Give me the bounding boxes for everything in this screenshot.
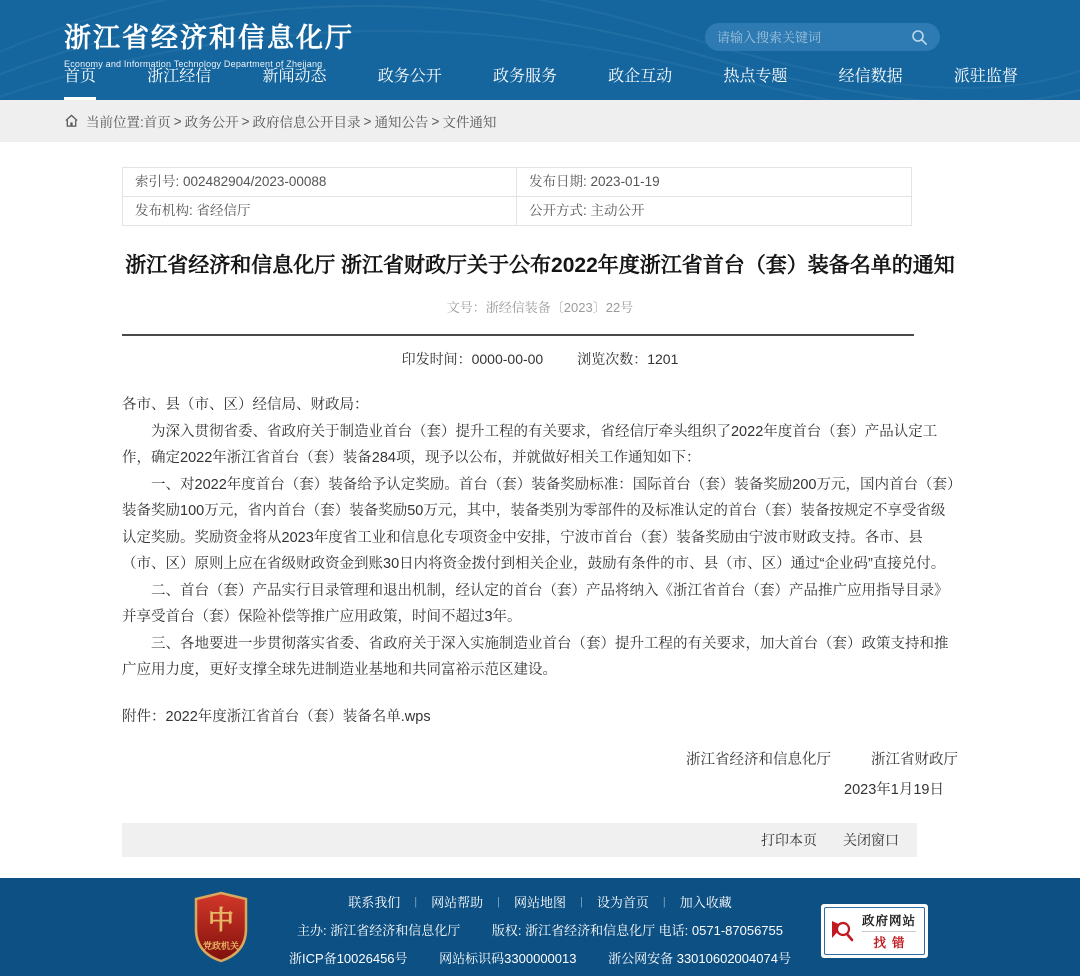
signature-org-1: 浙江省经济和信息化厅 xyxy=(686,751,831,768)
nav-item-hot-topics[interactable] xyxy=(723,63,787,100)
site-footer xyxy=(0,878,1080,976)
footer-separator: | xyxy=(662,895,666,908)
nav-item-gov-services[interactable] xyxy=(493,63,557,100)
nav-label: 浙江经信 xyxy=(147,68,212,85)
footer-icp: 浙ICP备10026456号 xyxy=(289,951,408,966)
search-box[interactable] xyxy=(705,23,940,51)
footer-link-contact[interactable]: 联系我们 xyxy=(348,895,401,910)
nav-item-dispatched-supervision[interactable] xyxy=(954,63,1018,100)
search-input[interactable] xyxy=(717,30,911,45)
breadcrumb-separator: > xyxy=(173,113,182,129)
search-button[interactable] xyxy=(911,29,928,46)
nav-item-jingxin-data[interactable] xyxy=(839,63,903,100)
footer-police-record: 浙公网安备 33010602004074号 xyxy=(608,951,791,966)
signature-orgs xyxy=(122,748,958,769)
attachment-label: 附件： xyxy=(122,708,166,725)
document-title: 浙江省经济和信息化厅 浙江省财政厅关于公布2022年度浙江省首台（套）装备名单的通知 xyxy=(125,254,955,277)
attachment-row xyxy=(122,705,958,726)
breadcrumb-item-info-directory[interactable]: 政府信息公开目录 xyxy=(252,115,361,130)
nav-label: 新闻动态 xyxy=(262,68,327,85)
footer-copyright: 版权: 浙江省经济和信息化厅 电话: 0571-87056755 xyxy=(491,923,783,938)
footer-host: 主办: 浙江省经济和信息化厅 xyxy=(296,923,461,938)
search-icon xyxy=(911,29,928,46)
breadcrumb xyxy=(0,100,1080,142)
document-meta-table xyxy=(122,167,912,226)
footer-site-code: 网站标识码3300000013 xyxy=(439,951,577,966)
meta-value: 002482904/2023-00088 xyxy=(183,174,327,189)
document-body xyxy=(122,392,958,684)
footer-link-sitemap[interactable]: 网站地图 xyxy=(513,895,566,910)
meta-index-number xyxy=(123,168,517,197)
breadcrumb-separator: > xyxy=(363,113,372,129)
error-report-text xyxy=(862,911,916,951)
print-time-value: 0000-00-00 xyxy=(471,351,544,367)
breadcrumb-item-file-notice[interactable]: 文件通知 xyxy=(442,115,497,130)
breadcrumb-item-home[interactable]: 首页 xyxy=(143,115,171,130)
nav-item-gov-enterprise[interactable] xyxy=(608,63,672,100)
breadcrumb-item-notices[interactable]: 通知公告 xyxy=(374,115,429,130)
paragraph: 二、首台（套）产品实行目录管理和退出机制，经认定的首台（套）产品将纳入《浙江省首台（套）产品推广应用指导目录》并享受首台（套）保险补偿等推广应用政策，时间不超过3年。 xyxy=(122,582,949,625)
paragraph: 为深入贯彻省委、省政府关于制造业首台（套）提升工程的有关要求，省经信厅牵头组织了2022年度首台（套）产品认定工作，确定2022年浙江省首台（套）装备284项，现予以公布，并就做好相关工作通知如下： xyxy=(122,423,938,466)
site-title: 浙江省经济和信息化厅 xyxy=(64,23,354,53)
footer-link-add-favorite[interactable]: 加入收藏 xyxy=(679,895,732,910)
site-subtitle-en: Economy and Information Technology Department of Zhejiang xyxy=(64,59,323,69)
breadcrumb-separator: > xyxy=(241,113,250,129)
meta-value: 主动公开 xyxy=(590,203,645,218)
print-views-row xyxy=(122,349,958,369)
nav-label: 政务服务 xyxy=(492,68,557,85)
nav-item-news[interactable] xyxy=(262,63,326,100)
print-time-label: 印发时间： xyxy=(401,351,472,367)
print-page-button[interactable]: 打印本页 xyxy=(761,831,817,848)
meta-label: 发布机构: xyxy=(135,203,193,218)
nav-label: 经信数据 xyxy=(838,68,903,85)
views-value: 1201 xyxy=(647,351,679,367)
close-window-button[interactable]: 关闭窗口 xyxy=(843,831,899,848)
signature-org-2: 浙江省财政厅 xyxy=(871,751,958,768)
footer-link-help[interactable]: 网站帮助 xyxy=(431,895,484,910)
footer-separator: | xyxy=(497,895,500,908)
signature-date: 2023年1月19日 xyxy=(844,781,944,798)
document-number: 文号：浙经信装备〔2023〕22号 xyxy=(446,300,634,315)
nav-item-zhejiang-jingxin[interactable] xyxy=(147,63,211,100)
nav-label: 首页 xyxy=(64,68,97,85)
meta-value: 2023-01-19 xyxy=(590,174,660,189)
site-logo[interactable] xyxy=(64,16,354,69)
meta-open-method xyxy=(517,197,911,225)
breadcrumb-prefix: 当前位置: xyxy=(86,115,144,130)
main-nav xyxy=(64,63,1018,100)
nav-label: 政企互动 xyxy=(608,68,673,85)
gov-site-error-report-inner xyxy=(824,907,925,955)
meta-label: 发布日期: xyxy=(529,174,587,189)
footer-link-set-homepage[interactable]: 设为首页 xyxy=(596,895,649,910)
salutation: 各市、县（市、区）经信局、财政局： xyxy=(122,397,369,413)
badge-find-error-label: 找错 xyxy=(862,931,916,951)
paragraph: 三、各地要进一步贯彻落实省委、省政府关于深入实施制造业首台（套）提升工程的有关要求，加大首台（套）政策支持和推广应用力度，更好支撑全球先进制造业基地和共同富裕示范区建设。 xyxy=(122,635,949,678)
nav-item-home[interactable] xyxy=(64,63,96,100)
error-report-magnifier-icon xyxy=(830,918,856,944)
nav-label: 热点专题 xyxy=(723,68,788,85)
document-main xyxy=(122,167,958,857)
attachment-link[interactable]: 2022年度浙江省首台（套）装备名单.wps xyxy=(165,708,431,725)
footer-separator: | xyxy=(580,895,583,908)
nav-label: 派驻监督 xyxy=(953,68,1018,85)
badge-gov-site-label: 政府网站 xyxy=(861,914,916,928)
svg-text:党政机关: 党政机关 xyxy=(202,942,240,952)
paragraph: 一、对2022年度首台（套）装备给予认定奖励。首台（套）装备奖励标准：国际首台（套）装备奖励200万元，国内首台（套）装备奖励100万元，省内首台（套）装备奖励50万元，其中，装备类别为零部件的及标准认定的首台（套）装备按规定不享受省级认定奖励。奖励资金将从2023年度省工业和信息化专项资金中安排，宁波市首台（套）装备奖励由宁波市财政支持。各市、县（市、区）原则上应在省级财政资金到账30日内将资金拨付到相关企业，鼓励有条件的市、县（市、区）通过“企业码”直接兑付。 xyxy=(122,476,955,572)
gov-site-error-report-badge[interactable] xyxy=(821,904,928,958)
nav-item-gov-disclosure[interactable] xyxy=(378,63,442,100)
breadcrumb-separator: > xyxy=(431,113,440,129)
title-divider xyxy=(122,334,914,336)
home-icon xyxy=(64,114,79,128)
document-action-bar xyxy=(122,823,917,857)
site-header xyxy=(0,0,1080,100)
nav-label: 政务公开 xyxy=(377,68,442,85)
meta-label: 索引号: xyxy=(135,174,180,189)
meta-label: 公开方式: xyxy=(529,203,587,218)
meta-publisher xyxy=(123,197,517,225)
meta-value: 省经信厅 xyxy=(196,203,251,218)
footer-separator: | xyxy=(414,895,418,908)
meta-publish-date xyxy=(517,168,911,197)
views-label: 浏览次数： xyxy=(577,351,648,367)
breadcrumb-item-gov-disclosure[interactable]: 政务公开 xyxy=(184,115,239,130)
svg-text:中: 中 xyxy=(207,906,235,936)
